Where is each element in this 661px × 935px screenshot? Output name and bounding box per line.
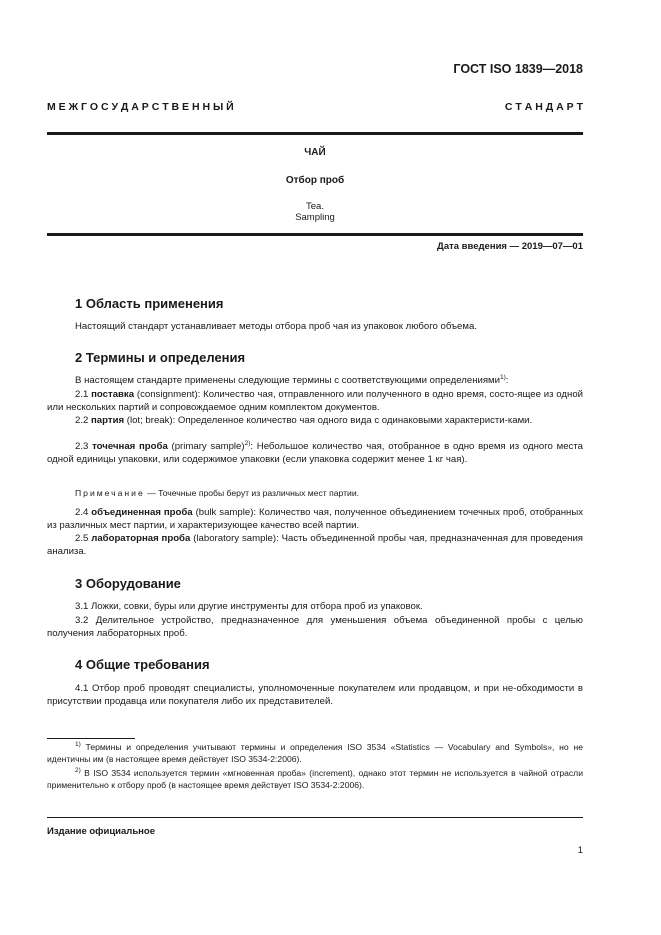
doc-title-en: Tea.: [306, 201, 324, 212]
page-number: 1: [577, 845, 583, 856]
footnote-rule: [47, 738, 135, 739]
footnote-2: $^{2)}$ В ISO 3534 используется термин «мгновенная проба» (increment), однако этот термин не используется в чайной отрасли применительно к отбору проб (в настоящее время действует ISO 3534-2:2006).: [47, 767, 583, 790]
section-4-heading: 4 Общие требования: [75, 657, 210, 672]
term-2-2-name: партия: [91, 415, 125, 426]
title-rule: [47, 233, 583, 236]
section-3-heading: 3 Оборудование: [75, 576, 181, 591]
section-2-heading: 2 Термины и определения: [75, 350, 246, 365]
footer-rule: [47, 817, 583, 818]
footnote-ref-2[interactable]: 2): [244, 439, 251, 447]
standard-type-word-1: М Е Ж Г О С У Д А Р С Т В Е Н Н Ы Й: [47, 101, 234, 113]
term-2-3-name: точечная проба: [92, 441, 168, 452]
term-2-1: 2.1 поставка (consignment): Количество чая, отправленного или полученного в одно время, состо-ящее из одной или нескольких партий и сопровождаемое одним комплектом документов.: [47, 389, 584, 413]
term-2-3: 2.3 точечная проба (primary sample)$^{2)}$: Небольшое количество чая, отобранное в одно время из одного места одной единицы упаковки, или содержимое упаковки (если упаковка содержит менее 1 кг чая).: [47, 439, 583, 465]
standard-type-word-2: С Т А Н Д А Р Т: [504, 101, 583, 113]
section-3-2: 3.2 Делительное устройство, предназначенное для уменьшения объема объединенной пробы с целью получения лабораторных проб.: [47, 615, 583, 639]
footnote-1: $^{1)}$ Термины и определения учитывают термины и определения ISO 3534 «Statistics — Vocabulary and Symbols», но не идентичны им (в настоящее время действует ISO 3534-2:2006).: [47, 741, 583, 764]
note: [75, 487, 583, 499]
doc-subtitle: Отбор проб: [285, 175, 345, 186]
term-2-5-name: лабораторная проба: [91, 533, 191, 544]
doc-title: ЧАЙ: [304, 147, 326, 158]
header-rule: [47, 132, 583, 135]
section-3-1: 3.1 Ложки, совки, буры или другие инструменты для отбора проб из упаковок.: [75, 601, 423, 612]
section-2-intro: В настоящем стандарте применены следующие термины с соответствующими определениями$^{1)}$:: [75, 373, 509, 386]
edition-label: Издание официальное: [47, 826, 155, 837]
section-1-text: Настоящий стандарт устанавливает методы отбора проб чая из упаковок любого объема.: [75, 321, 477, 332]
term-2-2: 2.2 партия (lot; break): Определенное количество чая одного вида с одинаковыми характеристи-ками.: [75, 415, 533, 426]
section-1-heading: 1 Область применения: [75, 296, 224, 311]
note-text: — Точечные пробы берут из различных мест партии.: [147, 488, 360, 498]
term-2-5: 2.5 лабораторная проба (laboratory sample): Часть объединенной пробы чая, предназначенная для проведения анализа.: [47, 533, 584, 557]
standard-code: ГОСТ ISO 1839—2018: [453, 62, 583, 76]
note-label: Примечание: [75, 488, 145, 498]
term-2-1-name: поставка: [91, 389, 135, 400]
term-2-4-name: объединенная проба: [91, 507, 193, 518]
doc-subtitle-en: Sampling: [295, 212, 335, 223]
section-4-1: 4.1 Отбор проб проводят специалисты, уполномоченные покупателем или продавцом, и при не-обходимости в присутствии продавца или покупателя либо их представителей.: [47, 683, 583, 707]
introduction-date: Дата введения — 2019—07—01: [437, 241, 583, 252]
footnote-ref-1[interactable]: 1): [500, 373, 506, 381]
standard-type-banner: [47, 101, 583, 113]
term-2-4: 2.4 объединенная проба (bulk sample): Количество чая, полученное объединением точечных проб, отобранных из различных мест партии, и характеризующее качество всей партии.: [47, 507, 584, 531]
